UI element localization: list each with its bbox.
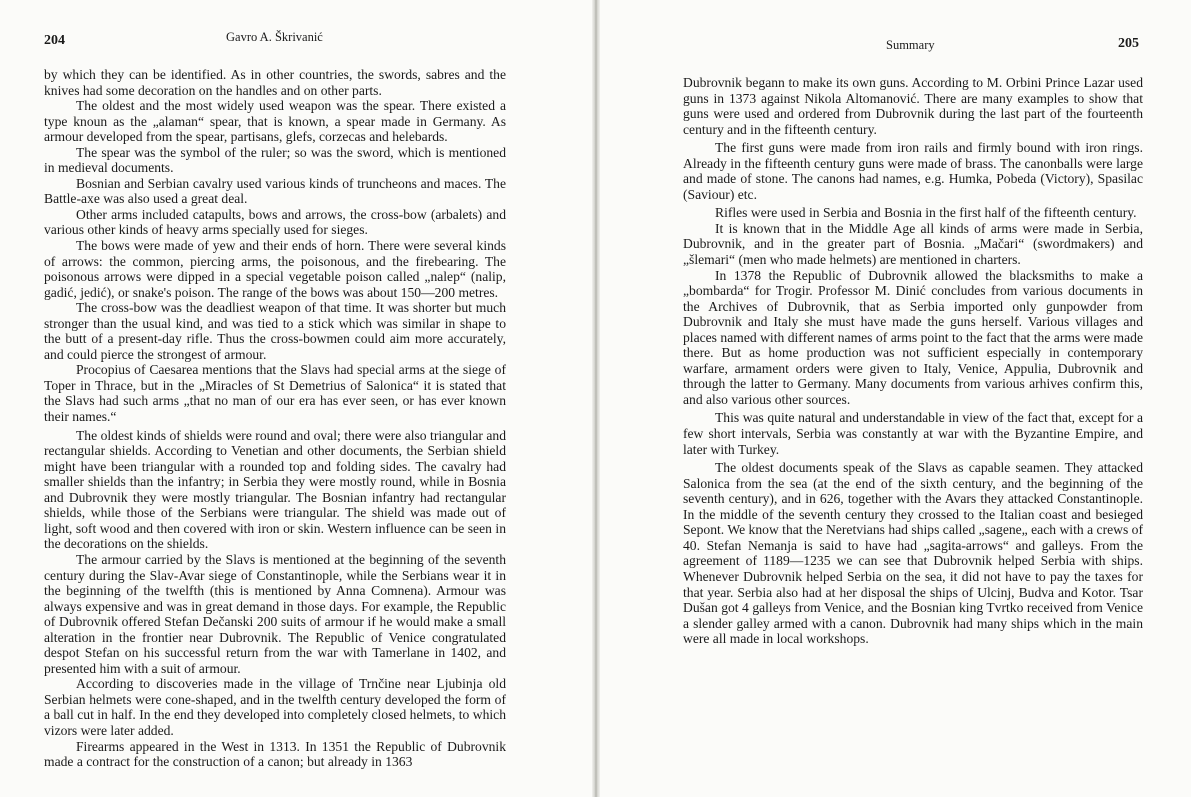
paragraph: According to discoveries made in the village of Trnčine near Ljubinja old Serbian helmets were cone-shaped, and in the twelfth century developed the form of a ball cut in half. In the end they developed into completely closed helmets, to which vizors were later added. [44,676,506,738]
left-page [0,0,592,797]
right-body-text [683,75,1143,647]
paragraph: The oldest documents speak of the Slavs as capable seamen. They attacked Salonica from the sea (at the end of the sixth century, and the beginning of the seventh century), and in 626, together with the Avars they attacked Constantinople. In the middle of the seventh century they crossed to the Italian coast and besieged Sepont. We know that the Neretvians had ships called „sagene„ each with a crews of 40. Stefan Nemanja is said to have had „sagita-arrows“ and galleys. From the agreement of 1189—1235 we can see that Dubrovnik helped Serbia with ships. Whenever Dubrovnik helped Serbia on the sea, it did not have to pay the taxes for that year. Serbia also had at her disposal the ships of Ulcinj, Budva and Kotor. Tsar Dušan got 4 galleys from Venice, and the Bosnian king Tvrtko received from Venice a slender galley armed with a canon. Dubrovnik had many ships which in the main were all made in local workshops. [683,460,1143,647]
paragraph: Bosnian and Serbian cavalry used various kinds of truncheons and maces. The Battle-axe was also used a great deal. [44,175,506,207]
left-page-number: 204 [44,33,65,48]
paragraph: The cross-bow was the deadliest weapon of that time. It was shorter but much stronger than the usual kind, and was tied to a stick which was similar in shape to the butt of a present-day rifle. Thus the cross-bowmen could aim more accurately, and could pierce the strongest of armour. [44,300,506,362]
paragraph: Dubrovnik begann to make its own guns. According to M. Orbini Prince Lazar used guns in 1373 against Nikola Altomanović. There are many examples to show that guns were used and ordered from Dubrovnik during the last part of the fourteenth century and in the fifteenth century. [683,75,1143,137]
right-page-number: 205 [1118,36,1139,51]
paragraph: The spear was the symbol of the ruler; so was the sword, which is mentioned in medieval documents. [44,144,506,176]
right-running-head: Summary [886,38,935,52]
left-body-text [44,67,506,770]
book-gutter [592,0,600,797]
paragraph: Firearms appeared in the West in 1313. In 1351 the Republic of Dubrovnik made a contract for the construction of a canon; but already in 1363 [44,738,506,770]
paragraph: The bows were made of yew and their ends of horn. There were several kinds of arrows: the common, piercing arms, the poisonous, and the firebearing. The poisonous arrows were dipped in a special vegetable poison called „nalep“ (nalip, gadić, jedić), or snake's poison. The range of the bows was about 150—200 metres. [44,238,506,300]
paragraph: The armour carried by the Slavs is mentioned at the beginning of the seventh century during the Slav-Avar siege of Constantinople, while the Serbians wear it in the beginning of the twelfth (this is mentioned by Anna Comnena). Armour was always expensive and was in great demand in those days. For example, the Republic of Dubrovnik offered Stefan Dečanski 200 suits of armour if he would make a small alteration in the frontier near Dubrovnik. The Republic of Venice congratulated despot Stefan on his successful return from the war with Tamerlane in 1402, and presented him with a suit of armour. [44,551,506,676]
right-page [600,0,1191,797]
paragraph: Rifles were used in Serbia and Bosnia in the first half of the fifteenth century. [715,205,1137,221]
paragraph: The first guns were made from iron rails and firmly bound with iron rings. Already in the fifteenth century guns were made of brass. The canonballs were large and made of stone. The canons had names, e.g. Humka, Pobeda (Victory), Spasilac (Saviour) etc. [683,140,1143,202]
paragraph: The oldest and the most widely used weapon was the spear. There existed a type knoun as the „alaman“ spear, that is known, a spear made in Germany. As armour developed from the spear, partisans, glefs, corzecas and helebards. [44,98,506,145]
paragraph: Other arms included catapults, bows and arrows, the cross-bow (arbalets) and various other kinds of heavy arms specially used for sieges. [44,206,506,238]
paragraph: Procopius of Caesarea mentions that the Slavs had special arms at the siege of Toper in Thrace, but in the „Miracles of St Demetrius of Salonica“ it is stated that the Slavs had such arms „that no man of our era has ever seen, or has ever known their names.“ [44,362,506,425]
paragraph: The oldest kinds of shields were round and oval; there were also triangular and rectangular shields. According to Venetian and other documents, the Serbian shield might have been triangular with a rounded top and folding sides. The cavalry had smaller shields than the infantry; in Serbia they were mostly round, while in Bosnia and Dubrovnik they were mostly triangular. The Bosnian infantry had rectangular shields, while those of the Serbians were triangular. The shield was made out of light, soft wood and then covered with iron or skin. Western influence can be seen in the decorations on the shields. [44,427,506,552]
left-running-head: Gavro A. Škrivanić [226,30,323,44]
paragraph: by which they can be identified. As in other countries, the swords, sabres and the knives had some decoration on the handles and on other parts. [44,67,506,98]
paragraph: It is known that in the Middle Age all kinds of arms were made in Serbia, Dubrovnik, and in the greater part of Bosnia. „Mačari“ (swordmakers) and „šlemari“ (men who made helmets) are mentioned in charters. [683,220,1143,268]
paragraph: This was quite natural and understandable in view of the fact that, except for a few short intervals, Serbia was constantly at war with the Byzantine Empire, and later with Turkey. [683,410,1143,457]
paragraph: In 1378 the Republic of Dubrovnik allowed the blacksmiths to make a „bombarda“ for Trogir. Professor M. Dinić concludes from various documents in the Archives of Dubrovnik, that as Serbia imported only gunpowder from Dubrovnik and Italy she must have made the guns herself. Various villages and places named with different names of arms point to the fact that the arms were made there. But as home production was not sufficient especially in contemporary warfare, armament orders were given to Italy, Venice, Appulia, Dubrovnik and through the latter to Germany. Many documents from various arhives confirm this, and also various other sources. [683,267,1143,407]
